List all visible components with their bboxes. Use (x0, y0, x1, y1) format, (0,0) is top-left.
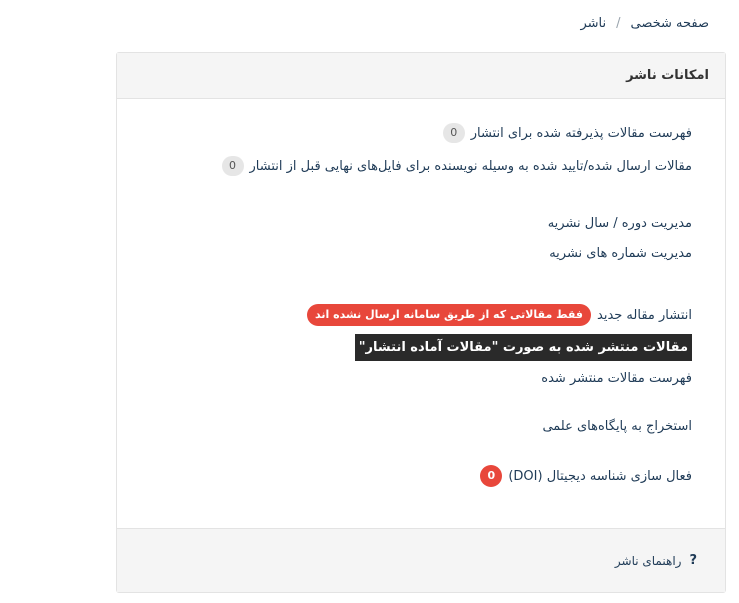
count-badge: 0 (480, 465, 502, 487)
link-label[interactable]: فهرست مقالات پذیرفته شده برای انتشار (470, 125, 692, 141)
question-mark-icon: ? (689, 553, 697, 568)
count-badge: 0 (222, 156, 244, 176)
breadcrumb-separator: / (616, 16, 621, 31)
link-label[interactable]: مدیریت دوره / سال نشریه (547, 216, 692, 231)
link-manage-volumes[interactable] (548, 216, 692, 231)
panel-title: امکانات ناشر (117, 53, 725, 99)
link-label[interactable]: مقالات منتشر شده به صورت "مقالات آماده انتشار" (355, 334, 692, 361)
link-label[interactable]: فعال سازی شناسه دیجیتال (DOI) (508, 468, 692, 484)
breadcrumb-home[interactable]: صفحه شخصی (630, 16, 709, 31)
link-published-articles[interactable] (541, 371, 692, 386)
link-activate-doi[interactable] (480, 465, 692, 487)
help-link[interactable]: راهنمای ناشر (614, 553, 682, 568)
link-final-files[interactable] (222, 156, 692, 176)
link-ready-to-publish[interactable] (355, 334, 692, 361)
breadcrumb-current: ناشر (580, 16, 607, 31)
link-label[interactable]: مدیریت شماره های نشریه (549, 246, 692, 261)
link-publish-new-article[interactable] (307, 304, 692, 326)
count-badge: 0 (443, 123, 465, 143)
link-label[interactable]: فهرست مقالات منتشر شده (541, 371, 692, 386)
link-label[interactable]: استخراج به پایگاه‌های علمی (542, 419, 692, 434)
panel-footer (117, 528, 725, 592)
link-accepted-articles[interactable] (443, 123, 692, 143)
link-export-indexes[interactable] (542, 419, 692, 434)
link-manage-issues[interactable] (549, 246, 692, 261)
link-label[interactable]: مقالات ارسال شده/تایید شده به وسیله نویسنده برای فایل‌های نهایی قبل از انتشار (249, 158, 692, 174)
breadcrumb (580, 16, 709, 31)
link-label[interactable]: انتشار مقاله جدید (597, 307, 692, 323)
publisher-panel (116, 52, 726, 593)
panel-body (117, 99, 725, 529)
note-badge: فقط مقالاتی که از طریق سامانه ارسال نشده اند (307, 304, 591, 326)
